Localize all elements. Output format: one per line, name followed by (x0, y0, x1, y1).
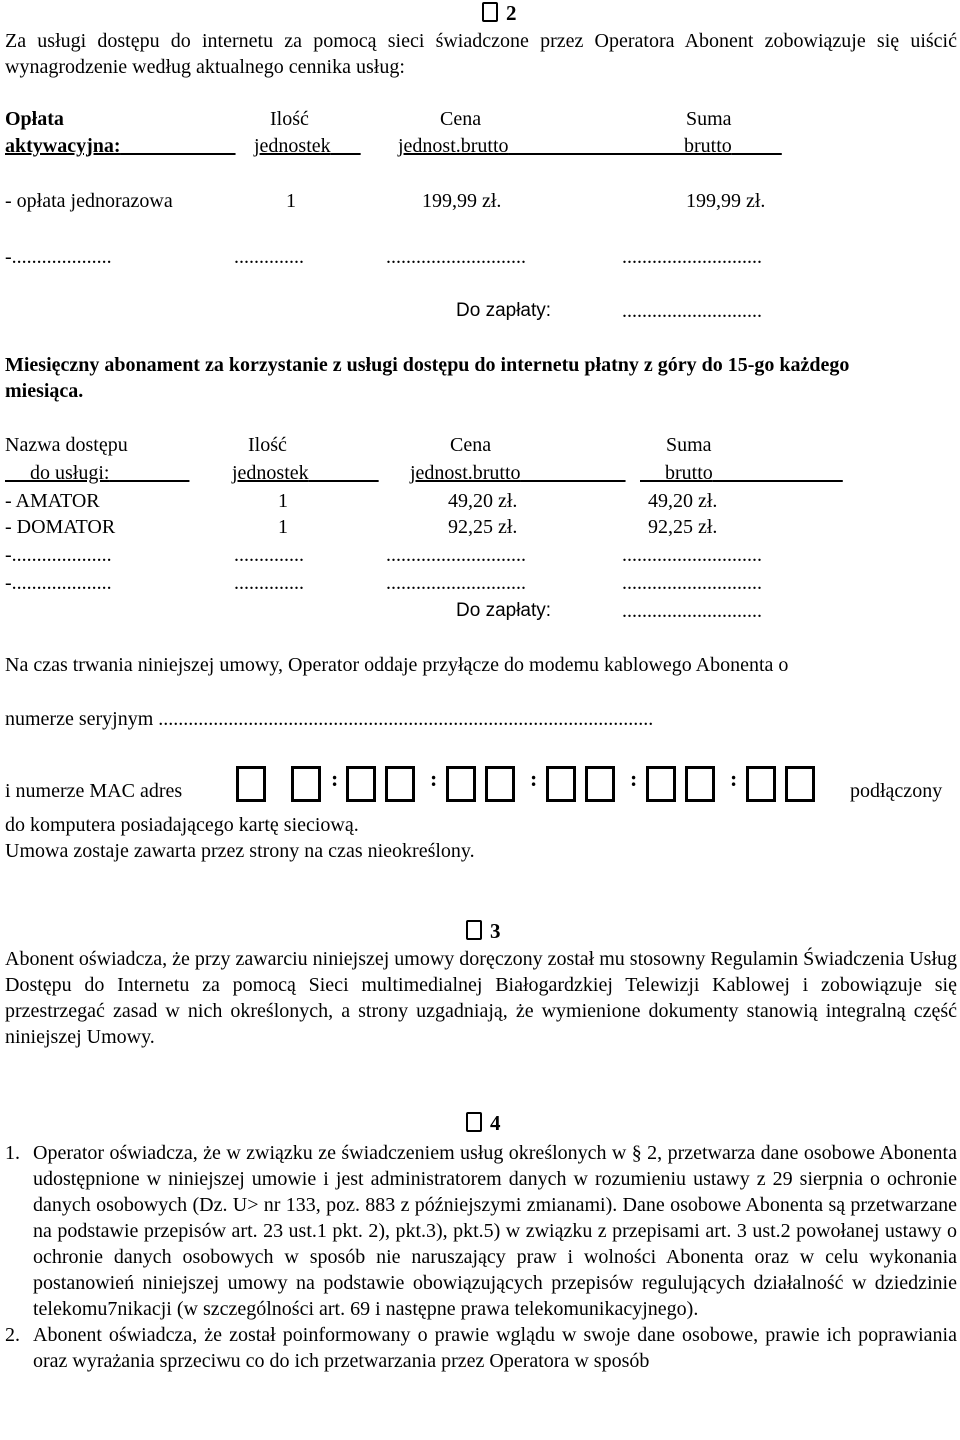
mon-header-c3a: Cena (450, 434, 492, 456)
act-header-c3b: jednost.brutto (398, 135, 509, 157)
mon-header-c4b: brutto (665, 462, 713, 484)
act-header-c1b: aktywacyjna: (5, 135, 121, 157)
section-sign-icon (466, 1112, 482, 1132)
list-item (5, 1140, 957, 1322)
list-item-text: Abonent oświadcza, że został poinformowany o prawie wglądu w swoje dane osobowe, prawie ich poprawiania oraz wyrażania sprzeciwu co do ich przetwarzania przez Operatora w sposób (33, 1324, 957, 1372)
mon-row-qty: 1 (278, 490, 288, 512)
mac-box[interactable] (236, 766, 266, 802)
mac-box[interactable] (346, 766, 376, 802)
mon-header-c4a: Suma (666, 434, 712, 456)
mon-row-name: - DOMATOR (5, 516, 116, 538)
mac-separator: : (430, 766, 438, 791)
section-4-heading: 4 (466, 1110, 501, 1136)
mac-box[interactable] (646, 766, 676, 802)
act-row-price: 199,99 zł. (422, 190, 502, 212)
mac-separator: : (630, 766, 638, 791)
act-header-c4b: brutto (684, 135, 732, 157)
list-item-text: Operator oświadcza, że w związku ze świadczeniem usług określonych w § 2, przetwarza dane osobowe Abonenta udostępnione w niniejszej umowie i jest administratorem danych w rozumieniu ustawy z 29 sierpnia o ochronie danych osobowych (Dz. U> nr 133, poz. 883 z późniejszymi zmianami). Dane osobowe Abonenta są przetwarzane na podstawie przepisów art. 23 ust.1 pkt. 2), pkt.3), pkt.5) w związku z przepisami art. 3 ust.2 powołanej ustawy o ochronie danych osobowych w sposób nie naruszający praw i wolności Abonenta oraz w celu wykonania postanowień niniejszej umowy na podstawie obowiązujących przepisów regulujących działalność w dziedzinie telekomu7nikacji (w szczególności art. 69 i następne prawa telekomunikacyjnego). (33, 1142, 957, 1320)
act-row-qty: .............. (234, 246, 304, 268)
mon-header-c1a: Nazwa dostępu (5, 434, 128, 456)
act-total-label: Do zapłaty: (456, 300, 552, 321)
mon-row-qty: .............. (234, 572, 304, 594)
mac-box[interactable] (291, 766, 321, 802)
act-header-c2b: jednostek (254, 135, 331, 157)
section-2-intro: Za usługi dostępu do internetu za pomocą sieci świadczone przez Operatora Abonent zobowiązuje się uiścić wynagrodzenie według aktualnego cennika usług: (5, 30, 957, 78)
section-3-text: Abonent oświadcza, że przy zawarciu niniejszej umowy doręczony został mu stosowny Regulamin Świadczenia Usług Dostępu do Internetu za pomocą Sieci multimedialnej Białogardzkiej Telewizji Kablowej i zobowiązuje się przestrzegać zasad w nich określonych, a strony uzgadniają, że wymienione dokumenty stanowią integralną część niniejszej Umowy. (5, 948, 957, 1048)
mon-row-sum: ............................ (622, 572, 762, 594)
mon-total-label: Do zapłaty: (456, 600, 552, 621)
act-header-c3a: Cena (440, 108, 482, 130)
act-row-sum: ............................ (622, 246, 762, 268)
mon-row-price: ............................ (386, 572, 526, 594)
section-sign-icon (466, 920, 482, 940)
mac-box[interactable] (685, 766, 715, 802)
list-item-number: 2. (5, 1324, 20, 1346)
mac-continuation: do komputera posiadającego kartę sieciową. (5, 814, 359, 836)
monthly-subscription-text: Miesięczny abonament za korzystanie z usługi dostępu do internetu płatny z góry do 15-go każdego miesiąca. (5, 354, 850, 402)
section-2-heading: 2 (482, 0, 517, 26)
mon-row-price: 49,20 zł. (448, 490, 518, 512)
mac-separator: : (530, 766, 538, 791)
mon-row-qty: 1 (278, 516, 288, 538)
mac-box[interactable] (385, 766, 415, 802)
section-4-list (5, 1140, 957, 1374)
mon-header-c3b: jednost.brutto (410, 462, 521, 484)
mon-row-price: ............................ (386, 544, 526, 566)
act-header-c4a: Suma (686, 108, 732, 130)
mon-row-name: -.................... (5, 572, 112, 594)
mac-box[interactable] (446, 766, 476, 802)
mon-header-c2b: jednostek (232, 462, 309, 484)
act-row-qty: 1 (286, 190, 296, 212)
contract-term: Umowa zostaje zawarta przez strony na czas nieokreślony. (5, 840, 475, 862)
act-header-c2a: Ilość (270, 108, 309, 130)
mon-row-name: -.................... (5, 544, 112, 566)
mac-label: i numerze MAC adres (5, 780, 183, 802)
act-row-price: ............................ (386, 246, 526, 268)
mon-row-price: 92,25 zł. (448, 516, 518, 538)
mac-box[interactable] (485, 766, 515, 802)
mac-box[interactable] (785, 766, 815, 802)
section-sign-icon (482, 2, 498, 22)
mac-separator: : (730, 766, 738, 791)
mac-separator: : (331, 766, 339, 791)
modem-serial-line: numerze seryjnym ................................................................................................... (5, 708, 654, 730)
act-row-sum: 199,99 zł. (686, 190, 766, 212)
mac-box[interactable] (546, 766, 576, 802)
section-3-heading: 3 (466, 918, 501, 944)
mon-total-value: ............................ (622, 600, 762, 622)
mac-after-label: podłączony (850, 780, 943, 802)
mac-box[interactable] (746, 766, 776, 802)
act-row-name: - opłata jednorazowa (5, 190, 173, 212)
mon-row-sum: 49,20 zł. (648, 490, 718, 512)
mon-row-qty: .............. (234, 544, 304, 566)
act-row-name: -.................... (5, 246, 112, 268)
mon-row-sum: 92,25 zł. (648, 516, 718, 538)
mon-row-sum: ............................ (622, 544, 762, 566)
modem-text-line1: Na czas trwania niniejszej umowy, Operator oddaje przyłącze do modemu kablowego Abonenta o (5, 654, 789, 676)
mon-row-name: - AMATOR (5, 490, 100, 512)
mac-box[interactable] (585, 766, 615, 802)
mon-header-c1b: do usługi: (30, 462, 110, 484)
mon-header-c2a: Ilość (248, 434, 287, 456)
list-item-number: 1. (5, 1142, 20, 1164)
act-total-value: ............................ (622, 300, 762, 322)
act-header-c1a: Opłata (5, 108, 64, 130)
list-item (5, 1322, 957, 1374)
